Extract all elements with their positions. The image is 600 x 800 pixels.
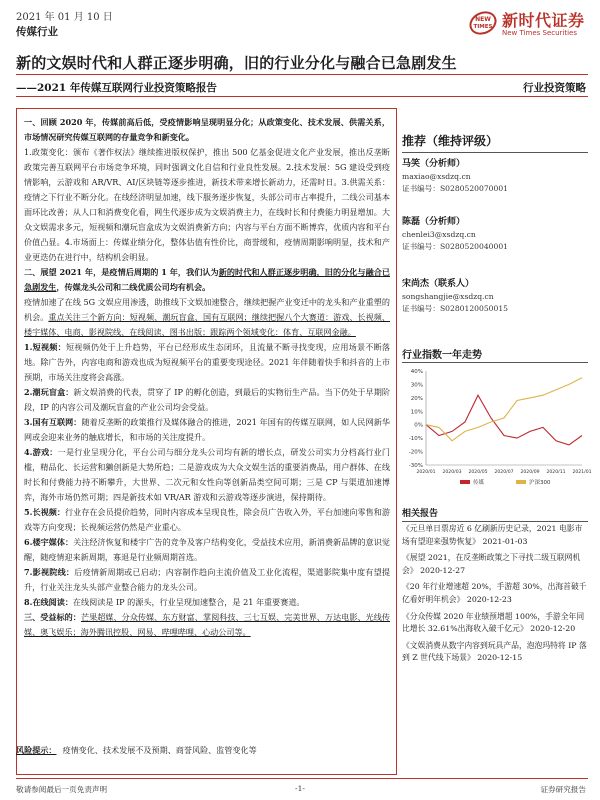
- summary-paragraph: [24, 505, 390, 535]
- x-tick-label: 2020/05: [468, 470, 488, 475]
- x-tick-label: 2021/01: [572, 470, 592, 475]
- summary-paragraph: [24, 115, 390, 145]
- logo-chinese: 新时代证券: [502, 11, 585, 30]
- summary-text-run: 1.短视频：: [24, 342, 66, 352]
- summary-paragraph: [24, 535, 390, 565]
- chart-title-rule: [402, 362, 588, 363]
- summary-paragraph: [24, 340, 390, 385]
- subtitle-rule: [16, 96, 588, 97]
- related-report-item[interactable]: 《20 年行业增速超 20%，手游超 30%，出海首破千亿看好明年机会》 2020-12-23: [402, 582, 587, 604]
- logo-mark-icon: [468, 8, 498, 38]
- analyst-cert: 证书编号：S0280520070001: [402, 184, 508, 193]
- x-tick-label: 2020/03: [442, 470, 462, 475]
- summary-text-run: 三、受益标的：: [24, 612, 81, 622]
- y-tick-label: -30%: [408, 463, 423, 469]
- rating-rule: [402, 152, 588, 153]
- report-subtitle: ——2021 年传媒互联网行业投资策略报告: [16, 82, 217, 94]
- summary-text-run: 后疫情新周期或已启动；内容制作趋向主流价值及工业化流程，渠道影院集中度有望提升，行业关注龙头头部产业整合能力的龙头公司。: [24, 567, 390, 592]
- summary-text-run: 疫情加速了在线 5G 文娱应用渗透，助推线下文娱加速整合，继续把握产业变迁中的龙头和产业重塑的机会。: [24, 297, 390, 322]
- series-line-1: [426, 378, 582, 441]
- y-tick-label: -10%: [408, 436, 423, 443]
- analyst-cert: 证书编号：S0280120050015: [402, 304, 508, 313]
- y-tick-label: 20%: [410, 395, 423, 402]
- summary-paragraph: [24, 145, 390, 265]
- analyst-block-1: [402, 158, 508, 196]
- summary-paragraph: [24, 415, 390, 445]
- chart-title: 行业指数一年走势: [402, 350, 482, 361]
- summary-text-run: 新的时代和人群正逐步明确，旧的分化与融合已急剧发生: [24, 267, 390, 292]
- legend-label: 传媒: [473, 480, 485, 486]
- summary-text-run: 6.楼宇媒体：: [24, 537, 74, 547]
- summary-text-run: 行业存在会员提价趋势，同时内容成本呈现良性，除会员广告收入外，平台加速向零售和游戏等方向变现；长视频运营仍然是产业重心。: [24, 507, 391, 532]
- summary-text-run: 在线阅读是 IP 的源头，行业呈现加速整合，是 21 年重要赛道。: [72, 597, 305, 607]
- analyst-email[interactable]: maxiao@xsdzq.cn: [402, 171, 471, 181]
- summary-text-run: 8.在线阅读：: [24, 597, 73, 607]
- x-tick-label: 2020/09: [520, 470, 540, 475]
- analyst-name: 马笑（分析师）: [402, 159, 466, 169]
- related-reports-list: [402, 523, 588, 669]
- summary-paragraph: [24, 265, 390, 295]
- y-tick-label: 0%: [414, 422, 423, 429]
- svg-text:TIMES: TIMES: [473, 24, 493, 30]
- y-tick-label: 40%: [410, 369, 423, 375]
- legend-swatch: [516, 480, 526, 484]
- y-tick-label: 10%: [410, 409, 423, 416]
- x-tick-label: 2020/07: [494, 470, 514, 475]
- footer-disclaimer: 敬请参阅最后一页免责声明: [16, 785, 108, 794]
- y-tick-label: -20%: [408, 449, 423, 456]
- risk-label: 风险提示：: [16, 745, 57, 755]
- summary-text-run: 7.影视院线：: [24, 567, 75, 577]
- risk-text: 疫情变化、技术发展不及预期、商誉风险、监管变化等: [62, 745, 257, 755]
- related-reports-title: 相关报告: [402, 509, 439, 519]
- analyst-block-2: [402, 216, 508, 254]
- report-title: 新的文娱时代和人群正逐步明确，旧的行业分化与融合已急剧发生: [16, 54, 457, 72]
- summary-text-run: 随着反垄断的政策推行及媒体融合的推进，2021 年国有的传媒互联网，如人民网新华网或会迎来业务的触底增长，和市场的关注度提升。: [24, 417, 390, 442]
- related-report-item[interactable]: 《分众传媒 2020 年业绩预增超 100%，手游全年同比增长 32.61%出海收入破千亿元》 2020-12-20: [402, 611, 585, 634]
- analyst-email[interactable]: songshangjie@xsdzq.cn: [402, 291, 494, 301]
- summary-text-run: 重点关注三个新方向：短视频、潮玩盲盒、国有互联网；继续把握八个大赛道：游戏、长视频、楼宇媒体、电商、影视院线、在线阅读、图书出版；跟踪两个领域变化：体育、互联网金融。: [24, 312, 390, 337]
- related-report-item[interactable]: 《元旦单日票房近 6 亿刷新历史记录，2021 电影市场有望迎来强势恢复》 2021-01-03: [402, 524, 583, 546]
- analyst-email[interactable]: chenlei3@xsdzq.cn: [402, 229, 476, 239]
- report-date: 2021 年 01 月 10 日: [16, 12, 113, 23]
- analyst-block-3: [402, 278, 508, 316]
- related-reports-rule: [402, 521, 588, 522]
- x-tick-label: 2020/11: [546, 470, 566, 475]
- summary-paragraph: [24, 445, 390, 505]
- summary-text-run: 芒果超媒、分众传媒、东方财富、掌阅科技、三七互娱、完美世界、万达电影、光线传媒、奥飞娱乐；海外腾讯控股、网易、哔哩哔哩、心动公司等。: [24, 612, 390, 637]
- risk-warning: [16, 745, 257, 756]
- analyst-name: 陈磊（分析师）: [402, 217, 466, 227]
- summary-text-run: 3.国有互联网：: [24, 417, 82, 427]
- summary-text-run: 关注经济恢复和楼宇广告的竞争及客户结构变化，受益技术应用，新消费新品牌的意识觉醒，随疫情迎来新周期，寡退是行业频周期首选。: [24, 537, 390, 562]
- legend-label: 沪深300: [529, 480, 551, 486]
- summary-paragraph: [24, 565, 390, 595]
- summary-box: [16, 108, 397, 775]
- summary-text-run: ，传媒龙头公司和二线优质公司均有机会。: [56, 282, 211, 292]
- x-tick-label: 2020/01: [416, 470, 436, 475]
- index-trend-chart: [402, 365, 592, 490]
- logo-english: New Times Securities: [502, 29, 577, 37]
- summary-text-run: 二、展望 2021 年，是疫情后周期的 1 年，我们认为: [24, 267, 219, 277]
- summary-text-run: 新文娱消费的代表，贯穿了 IP 的孵化创造，到最后的实物衍生产品。当下仍处于早期阶段，IP 的内容公司及潮玩盲盒的产业公司均会受益。: [24, 387, 391, 412]
- summary-text-run: 短视频仍处于上升趋势，平台已经形成生态闭环，且流量不断寻找变现，应用场景不断落地。除广告外，内容电商和游戏也成为短视频平台的重要变现途径。2021 年伴随着快手和抖音的上市预期，市场关注度将会高涨。: [24, 342, 390, 382]
- analyst-cert: 证书编号：S0280520040001: [402, 242, 508, 251]
- summary-text-run: 一是行业呈现分化，平台公司与细分龙头公司均有新的增长点，研发公司实力分档高行业门槛，精品化、长运营和獭创新是大势所趋；二是游戏成为大众文娱生活的重要消费品，用户群体、在线时长和付费能力持不断攀升，大世界、二次元和女性向等创新品类空间可期；三是 CP 与渠道加速博弈，海外市场仍然可期；四是新技术如 VR/AR 游戏和云游戏等逐步演进，保持期待。: [24, 447, 390, 502]
- summary-text-run: 5.长视频：: [24, 507, 65, 517]
- footer-report-kind: 证券研究报告: [540, 785, 586, 794]
- y-tick-label: 30%: [410, 382, 423, 389]
- summary-paragraph: [24, 595, 390, 610]
- related-report-item[interactable]: 《展望 2021，在反垄断政策之下寻找二级互联网机会》 2020-12-27: [402, 553, 581, 575]
- footer-rule: [16, 778, 588, 779]
- rating: 推荐（维持评级）: [402, 134, 499, 148]
- industry-label: 传媒行业: [16, 26, 58, 38]
- legend-swatch: [460, 480, 470, 484]
- related-report-item[interactable]: 《文娱消费从数字内容到玩具产品，泡泡玛特将 IP 落到 Z 世代线下场景》 2020-12-15: [402, 640, 587, 663]
- summary-text-run: 2.潮玩盲盒：: [24, 387, 74, 397]
- summary-text-run: 一、回顾 2020 年，传媒前高后低，受疫情影响呈现明显分化；从政策变化、技术发展、供需关系，市场情况研究传媒互联网的存量竞争和新变化。: [24, 117, 390, 142]
- summary-text-run: 1.政策变化：颁布《著作权法》继续推进版权保护，推出 500 亿基金促进文化产业发展，推出反垄断政策完善互联网平台市场竞争环境，同时强调文化自信和行业良性发展。2.技术发展：5G 建设受到疫情影响，云游戏和 AR/VR、AI/区块链等逐步推进，新技术带来增长新动力，还需时日。3.供需关系：疫情之下行业不断分化。在线经济明显加速，线下服务逐步恢复，头部公司市占率提升，二线公司基本面环比改善；从人口和消费变化看，网生代逐步成为文娱消费主力，在线时长和付费能力明显增加。大众文娱需求多元，短视频和潮玩盲盒成为文娱消费新方向；内容与平台方面不断博弈，优质内容和平台价值凸显。4.市场面上：传媒业绩分化，整体估值有性价比，商誉缓和，疫情周期影响明显，技术和产业更迭仍在进行中，结构机会明显。: [24, 147, 390, 262]
- summary-paragraph: [24, 385, 390, 415]
- company-logo: [468, 4, 592, 44]
- summary-text-run: 4.游戏：: [24, 447, 58, 457]
- svg-text:NEW: NEW: [475, 16, 491, 23]
- title-rule: [16, 74, 588, 75]
- summary-paragraph: [24, 295, 390, 340]
- page-number: -1-: [295, 784, 305, 793]
- summary-paragraph: [24, 610, 390, 640]
- report-type: 行业投资策略: [523, 82, 586, 94]
- analyst-name: 宋尚杰（联系人）: [402, 279, 475, 289]
